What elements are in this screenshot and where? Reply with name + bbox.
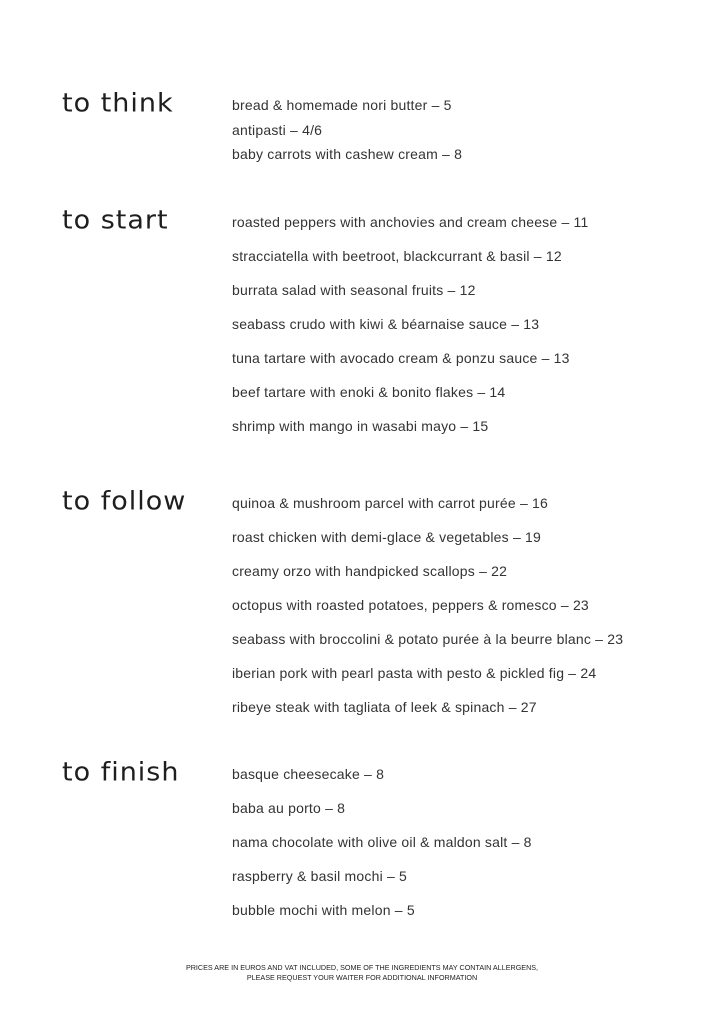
menu-item: antipasti – 4/6	[232, 121, 323, 138]
section-heading: to follow	[62, 486, 187, 517]
section-heading: to start	[62, 205, 169, 236]
menu-list	[232, 95, 462, 169]
section-heading: to think	[62, 88, 174, 119]
menu-item: bubble mochi with melon – 5	[232, 902, 415, 918]
footer-line: PLEASE REQUEST YOUR WAITER FOR ADDITIONAL INFORMATION	[246, 973, 478, 982]
menu-item: raspberry & basil mochi – 5	[232, 868, 408, 884]
menu-list	[232, 212, 588, 450]
footer-line: PRICES ARE IN EUROS AND VAT INCLUDED, SOME OF THE INGREDIENTS MAY CONTAIN ALLERGENS,	[185, 963, 539, 972]
menu-item: basque cheesecake – 8	[232, 766, 385, 782]
menu-item: baby carrots with cashew cream – 8	[232, 146, 463, 162]
menu-item: octopus with roasted potatoes, peppers & romesco – 23	[232, 597, 589, 613]
allergen-notice	[0, 963, 724, 983]
menu-item: roast chicken with demi-glace & vegetables – 19	[232, 529, 542, 545]
menu-item: ribeye steak with tagliata of leek & spinach – 27	[232, 699, 537, 715]
menu-item: baba au porto – 8	[232, 800, 346, 816]
menu-item: nama chocolate with olive oil & maldon salt – 8	[232, 834, 532, 850]
menu-item: burrata salad with seasonal fruits – 12	[232, 282, 476, 298]
menu-item: iberian pork with pearl pasta with pesto & pickled fig – 24	[232, 665, 597, 681]
menu-item: roasted peppers with anchovies and cream cheese – 11	[232, 214, 589, 230]
menu-item: bread & homemade nori butter – 5	[232, 97, 452, 113]
menu-item: beef tartare with enoki & bonito flakes – 14	[232, 384, 506, 400]
menu-item: quinoa & mushroom parcel with carrot purée – 16	[232, 495, 549, 511]
menu-item: stracciatella with beetroot, blackcurrant & basil – 12	[232, 248, 562, 264]
menu-item: creamy orzo with handpicked scallops – 22	[232, 563, 508, 579]
menu-item: seabass with broccolini & potato purée à la beurre blanc – 23	[232, 631, 624, 647]
menu-item: seabass crudo with kiwi & béarnaise sauce – 13	[232, 316, 540, 332]
menu-item: tuna tartare with avocado cream & ponzu sauce – 13	[232, 350, 570, 366]
section-heading: to finish	[62, 757, 180, 788]
menu-item: shrimp with mango in wasabi mayo – 15	[232, 418, 489, 434]
menu-list	[232, 493, 623, 731]
menu-list	[232, 764, 532, 934]
